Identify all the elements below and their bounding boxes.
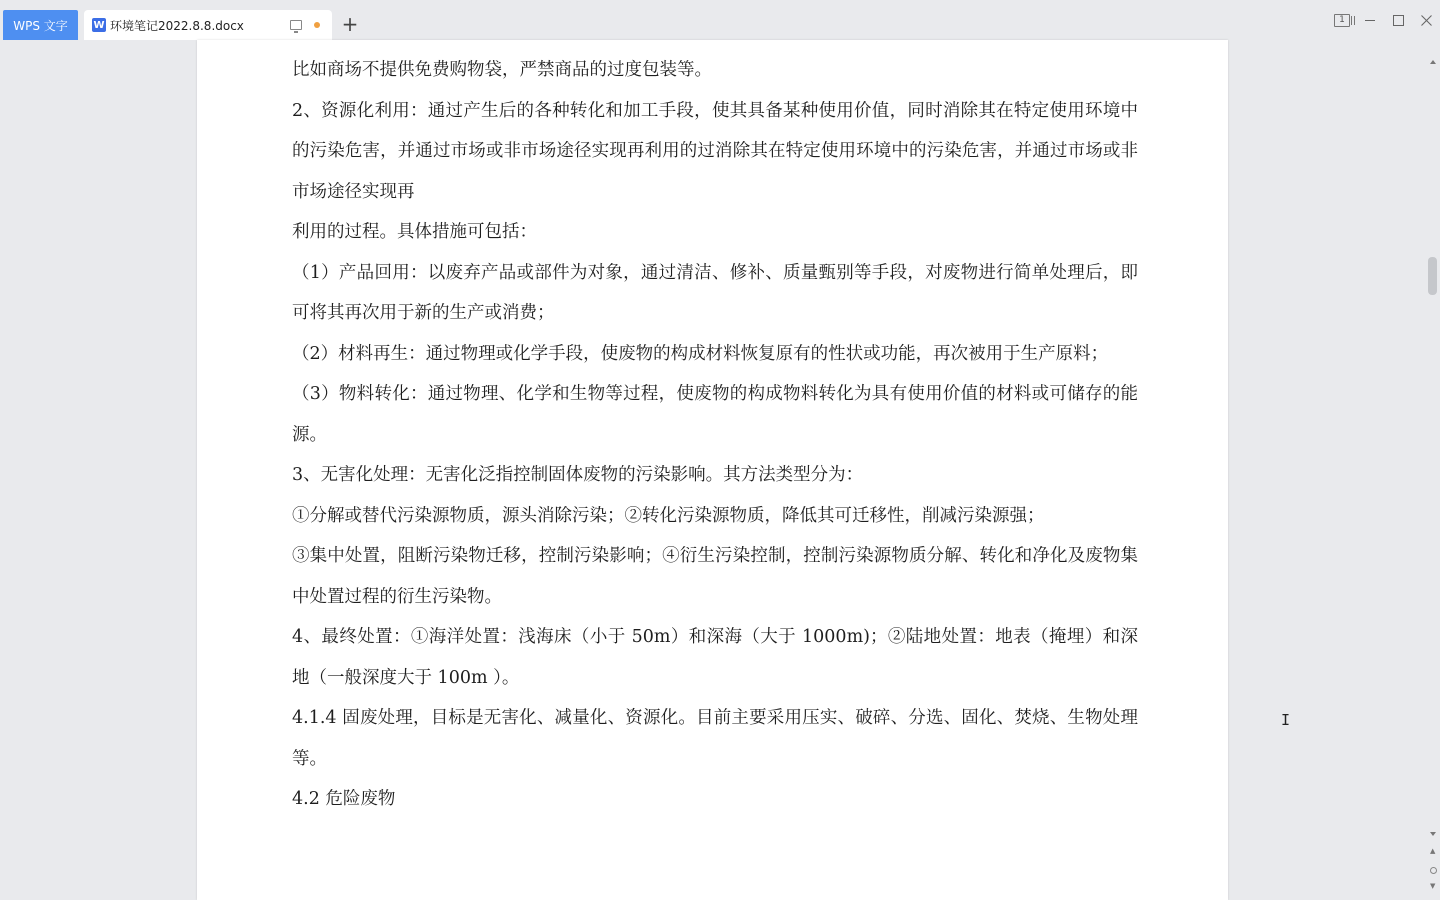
paragraph[interactable]: （2）材料再生：通过物理或化学手段，使废物的构成材料恢复原有的性状或功能，再次被用于生产原料； <box>292 343 1109 364</box>
wps-document-icon: W <box>93 19 105 31</box>
new-tab-button[interactable]: + <box>341 12 359 36</box>
document-body[interactable] <box>292 50 1138 820</box>
paragraph[interactable]: 4、最终处置：①海洋处置：浅海床（小于 50m）和深海（大于 1000m)；②陆地处置：地表（掩埋）和深地（一般深度大于 100m ）。 <box>292 627 1138 688</box>
close-button[interactable] <box>1412 10 1440 30</box>
previous-page-icon[interactable]: ▲ <box>1430 847 1436 855</box>
scroll-down-arrow-icon[interactable] <box>1430 832 1436 836</box>
browse-object-icon[interactable] <box>1430 867 1437 874</box>
document-tab[interactable] <box>84 10 332 40</box>
page-layout-icon: 1 <box>1334 14 1350 27</box>
title-bar <box>0 0 1440 40</box>
paragraph[interactable]: 利用的过程。具体措施可包括： <box>292 222 537 242</box>
paragraph[interactable]: 2、资源化利用：通过产生后的各种转化和加工手段，使其具备某种使用价值，同时消除其在特定使用环境中的污染危害，并通过市场或非市场途径实现再利用的过消除其在特定使用环境中的污染危害，并通过市场或非市场途径实现再 <box>292 100 1138 202</box>
unsaved-indicator-dot[interactable] <box>314 22 320 28</box>
document-workspace <box>0 40 1440 900</box>
document-tab-title: 环境笔记2022.8.8.docx <box>110 18 244 33</box>
wps-writer-button[interactable] <box>3 10 78 40</box>
paragraph[interactable]: ①分解或替代污染源物质，源头消除污染；②转化污染源物质，降低其可迁移性，削减污染源强； <box>292 505 1045 526</box>
next-page-icon[interactable]: ▼ <box>1430 882 1436 890</box>
paragraph[interactable]: （1）产品回用：以废弃产品或部件为对象，通过清洁、修补、质量甄别等手段，对废物进行简单处理后，即可将其再次用于新的生产或消费； <box>292 262 1138 323</box>
scrollbar-thumb[interactable] <box>1428 257 1437 295</box>
paragraph[interactable]: 比如商场不提供免费购物袋，严禁商品的过度包装等。 <box>292 60 712 80</box>
minimize-button[interactable] <box>1356 10 1384 30</box>
minimize-icon <box>1365 20 1375 21</box>
close-icon <box>1421 15 1432 26</box>
paragraph[interactable]: 4.2 危险废物 <box>292 789 396 809</box>
paragraph[interactable]: （3）物料转化：通过物理、化学和生物等过程，使废物的构成物料转化为具有使用价值的材料或可储存的能源。 <box>292 384 1138 445</box>
paragraph[interactable]: 3、无害化处理：无害化泛指控制固体废物的污染影响。其方法类型分为： <box>292 465 864 485</box>
maximize-icon <box>1393 15 1404 26</box>
document-page[interactable] <box>197 40 1228 900</box>
maximize-button[interactable] <box>1384 10 1412 30</box>
text-cursor-icon: I <box>1281 711 1291 729</box>
monitor-icon[interactable] <box>290 20 302 30</box>
layout-toggle-button[interactable] <box>1328 10 1356 30</box>
paragraph[interactable]: ③集中处置，阻断污染物迁移，控制污染影响；④衍生污染控制，控制污染源物质分解、转化和净化及废物集中处置过程的衍生污染物。 <box>292 546 1138 607</box>
app-label: WPS 文字 <box>13 18 68 33</box>
paragraph[interactable]: 4.1.4 固废处理，目标是无害化、减量化、资源化。目前主要采用压实、破碎、分选、固化、焚烧、生物处理等。 <box>292 708 1138 769</box>
scroll-up-arrow-icon[interactable] <box>1430 60 1436 64</box>
window-controls <box>1328 10 1440 30</box>
vertical-scrollbar[interactable] <box>1427 40 1440 900</box>
